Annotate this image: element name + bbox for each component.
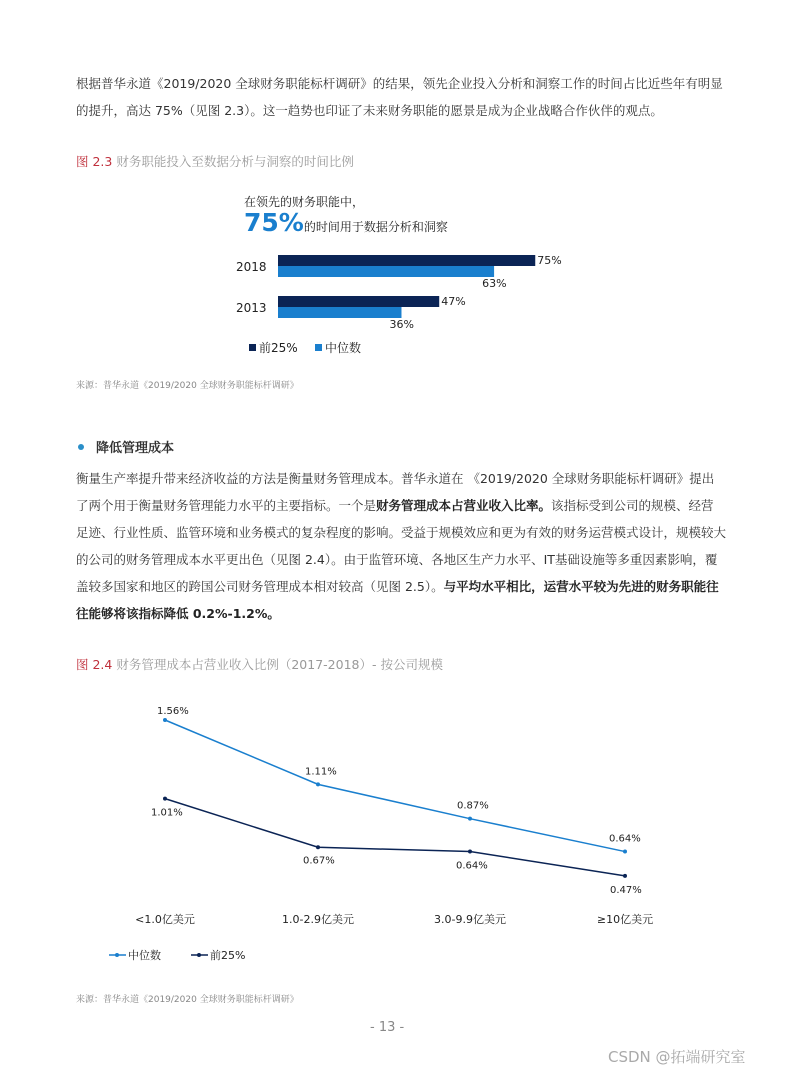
bullet-icon	[78, 444, 84, 450]
text: 衡量生产率提升带来经济收益的方法是衡量财务管理成本。普华永道在 《2019/2020 全球财务职能标杆调研》提出了两个用于衡量财务管理能力水平的主要指标。一个是	[76, 471, 715, 513]
page-number: - 13 -	[370, 1020, 405, 1035]
section-title: 降低管理成本	[96, 441, 175, 456]
text: 该指标受到公司的规模、经营足迹、行业性质、监管环境和业务模式的复杂程度的影响。受益于规模效应和更为有效的财务运营模式设计，规模较大的公司的财务管理成本水平更出色（见图 2.4）。由于监管环境、各地区生产力水平、IT基础设施等多重因素影响，覆盖较多国家和地区的跨国公司财务管理成本相对较高（见图 2.5）。	[76, 498, 727, 594]
figure-title: 财务管理成本占营业收入比例（2017-2018）- 按公司规模	[116, 657, 443, 672]
bar-category-label: 2018	[236, 260, 267, 274]
data-label: 0.64%	[609, 833, 641, 845]
intro-paragraph: 根据普华永道《2019/2020 全球财务职能标杆调研》的结果，领先企业投入分析和洞察工作的时间占比近些年有明显的提升，高达 75%（见图 2.3）。这一趋势也印证了未来财务职能的愿景是成为企业战略合作伙伴的观点。	[76, 76, 723, 118]
legend-label: 前25%	[210, 949, 246, 962]
x-tick-label: <1.0亿美元	[135, 913, 195, 926]
bar-value-label: 36%	[389, 318, 414, 331]
bold-text: 财务管理成本占营业收入比率。	[376, 498, 552, 513]
bold-text: 与平均水平相比，运营水平较为先进的财务职能往往能够将该指标降低 0.2%-1.2%。	[76, 579, 719, 621]
figure-2-4-caption	[76, 655, 443, 673]
data-point	[316, 845, 320, 849]
data-label: 0.67%	[303, 855, 335, 867]
data-point	[468, 850, 472, 854]
bar	[278, 266, 494, 277]
source-note-2: 来源：普华永道《2019/2020 全球财务职能标杆调研》	[76, 995, 299, 1005]
data-point	[623, 874, 627, 878]
headline-rest: 的时间用于数据分析和洞察	[303, 220, 448, 234]
figure-title: 财务职能投入至数据分析与洞察的时间比例	[116, 154, 354, 169]
bar	[278, 307, 401, 318]
figure-number: 图 2.4	[76, 657, 113, 672]
body-paragraph	[76, 465, 726, 627]
legend-marker	[197, 953, 201, 957]
bar-category-label: 2013	[236, 301, 267, 315]
data-label: 1.01%	[151, 807, 183, 819]
data-label: 1.11%	[305, 766, 337, 778]
bar	[278, 296, 439, 307]
legend-swatch	[249, 344, 256, 351]
legend-label: 前25%	[259, 341, 298, 355]
line-series	[165, 720, 625, 852]
data-label: 0.47%	[610, 884, 642, 896]
data-point	[316, 782, 320, 786]
headline-line1: 在领先的财务职能中，	[244, 195, 365, 209]
data-label: 0.87%	[457, 800, 489, 812]
bar-value-label: 47%	[441, 295, 466, 308]
legend-label: 中位数	[128, 949, 161, 962]
watermark: CSDN @拓端研究室	[608, 1048, 746, 1066]
data-label: 1.56%	[157, 706, 189, 717]
legend-swatch	[315, 344, 322, 351]
legend-label: 中位数	[325, 341, 362, 355]
headline-big-number: 75%	[244, 208, 304, 237]
data-point	[623, 850, 627, 854]
x-tick-label: 1.0-2.9亿美元	[282, 913, 354, 926]
data-point	[163, 797, 167, 801]
legend-marker	[115, 953, 119, 957]
bar	[278, 255, 535, 266]
figure-number: 图 2.3	[76, 154, 113, 169]
data-label: 0.64%	[456, 860, 488, 872]
bar-value-label: 75%	[537, 254, 562, 267]
data-point	[468, 817, 472, 821]
x-tick-label: 3.0-9.9亿美元	[434, 913, 506, 926]
x-tick-label: ≥10亿美元	[596, 913, 654, 926]
source-note-1: 来源：普华永道《2019/2020 全球财务职能标杆调研》	[76, 381, 299, 391]
bar-value-label: 63%	[482, 277, 507, 290]
data-point	[163, 718, 167, 722]
